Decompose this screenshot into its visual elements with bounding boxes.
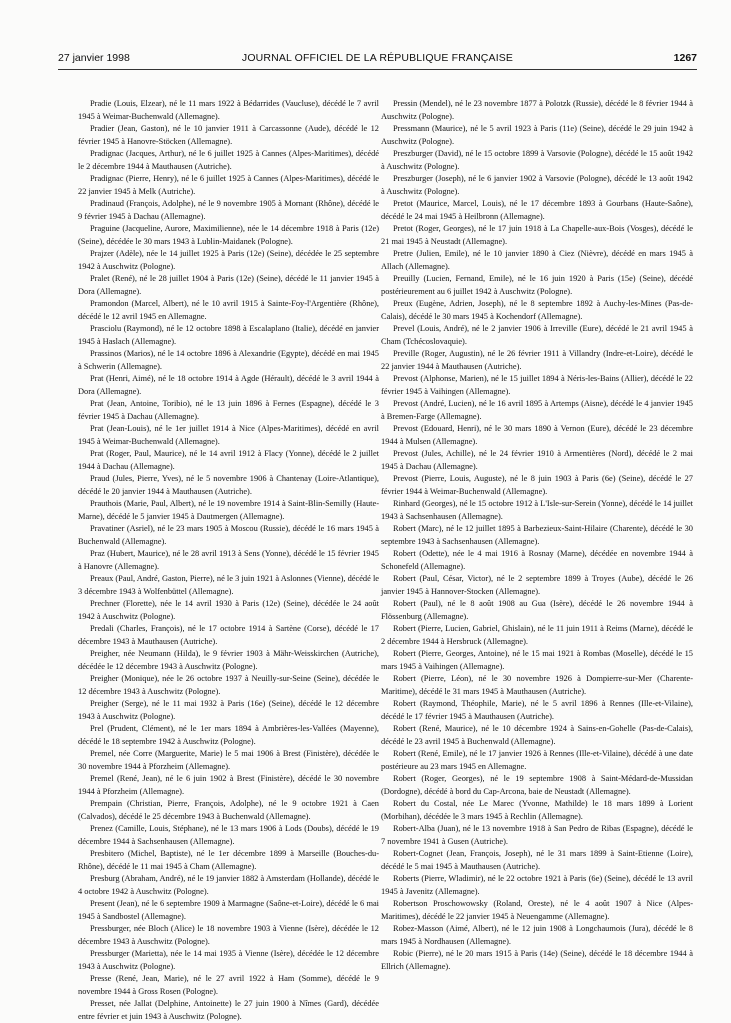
death-record-entry: Presset, née Jallat (Delphine, Antoinette) le 27 juin 1900 à Nîmes (Gard), décédée entre février et juin 1943 à Auschwitz (Pologne). bbox=[78, 999, 379, 1021]
death-record-entry: Pretre (Julien, Emile), né le 10 janvier 1890 à Ciez (Nièvre), décédé en mars 1945 à Allach (Allemagne). bbox=[381, 249, 693, 271]
death-record-entry: Robert (Pierre, Georges, Antoine), né le 15 mai 1921 à Rombas (Moselle), décédé le 15 mars 1945 à Vaihingen (Allemagne). bbox=[381, 649, 693, 671]
death-record-entry: Preigher, née Neumann (Hilda), le 9 février 1903 à Mähr-Weisskirchen (Autriche), décédée le 12 décembre 1943 à Auschwitz (Pologne). bbox=[78, 649, 379, 671]
death-record-entry: Rinhard (Georges), né le 15 octobre 1912 à L'Isle-sur-Serein (Yonne), décédé le 14 juillet 1943 à Sachsenhausen (Allemagne). bbox=[381, 499, 693, 521]
header-title: JOURNAL OFFICIEL DE LA RÉPUBLIQUE FRANÇAISE bbox=[241, 52, 514, 64]
death-record-entry: Pretot (Roger, Georges), né le 17 juin 1918 à La Chapelle-aux-Bois (Vosges), décédé le 21 mai 1945 à Neustadt (Allemagne). bbox=[381, 224, 693, 246]
death-record-entry: Robert-Alba (Juan), né le 13 novembre 1918 à San Pedro de Ribas (Espagne), décédé le 7 novembre 1941 à Gusen (Autriche). bbox=[381, 824, 693, 846]
death-record-entry: Preville (Roger, Augustin), né le 26 février 1911 à Villandry (Indre-et-Loire), décédé le 22 janvier 1944 à Mauthausen (Autriche). bbox=[381, 349, 693, 371]
death-record-entry: Robert du Costal, née Le Marec (Yvonne, Mathilde) le 18 mars 1899 à Lorient (Morbihan), décédée le 3 mars 1945 à Rechlin (Allemagne). bbox=[381, 799, 693, 821]
death-record-entry: Robert (Odette), née le 4 mai 1916 à Rosnay (Marne), décédée en novembre 1944 à Schonefeld (Allemagne). bbox=[381, 549, 693, 571]
death-record-entry: Premel (René, Jean), né le 6 juin 1902 à Brest (Finistère), décédé le 30 novembre 1944 à Pforzheim (Allemagne). bbox=[78, 774, 379, 796]
death-record-entry: Pramondon (Marcel, Albert), né le 10 avril 1915 à Sainte-Foy-l'Argentière (Rhône), décédé le 12 avril 1945 en Allemagne. bbox=[78, 299, 379, 321]
death-record-entry: Premel, née Corre (Marguerite, Marie) le 5 mai 1906 à Brest (Finistère), décédée le 30 novembre 1944 à Pforzheim (Allemagne). bbox=[78, 749, 379, 771]
death-record-entry: Prat (Roger, Paul, Maurice), né le 14 avril 1912 à Flacy (Yonne), décédé le 2 juillet 1944 à Dachau (Allemagne). bbox=[78, 449, 379, 471]
death-record-entry: Preux (Eugène, Adrien, Joseph), né le 8 septembre 1892 à Auchy-les-Mines (Pas-de-Calais), décédé le 30 mars 1945 à Kochendorf (Allemagne). bbox=[381, 299, 693, 321]
death-record-entry: Prempain (Christian, Pierre, François, Adolphe), né le 9 octobre 1921 à Caen (Calvados), décédé le 25 décembre 1943 à Buchenwald (Allemagne). bbox=[78, 799, 379, 821]
page-number: 1267 bbox=[673, 52, 697, 64]
death-record-entry: Robert (Paul, César, Victor), né le 2 septembre 1899 à Troyes (Aube), décédé le 26 janvier 1945 à Hannover-Stocken (Allemagne). bbox=[381, 574, 693, 596]
death-record-entry: Robert (René, Maurice), né le 10 décembre 1924 à Sains-en-Gohelle (Pas-de-Calais), décédé le 23 avril 1945 à Buchenwald (Allemagne). bbox=[381, 724, 693, 746]
death-record-entry: Prevel (Louis, André), né le 2 janvier 1906 à Irreville (Eure), décédé le 21 avril 1945 à Cham (Tchécoslovaquie). bbox=[381, 324, 693, 346]
death-record-entry: Prevost (Alphonse, Marien), né le 15 juillet 1894 à Néris-les-Bains (Allier), décédé le 22 février 1945 à Vaihingen (Allemagne). bbox=[381, 374, 693, 396]
death-record-entry: Preszburger (Joseph), né le 6 janvier 1902 à Varsovie (Pologne), décédé le 13 août 1942 à Auschwitz (Pologne). bbox=[381, 174, 693, 196]
death-record-entry: Presse (René, Jean, Marie), né le 27 avril 1922 à Ham (Somme), décédé le 9 novembre 1944 à Gross Rosen (Pologne). bbox=[78, 974, 379, 996]
death-record-entry: Prasciolu (Raymond), né le 12 octobre 1898 à Escalaplano (Italie), décédé en janvier 1945 à Haslach (Allemagne). bbox=[78, 324, 379, 346]
death-record-entry: Prechner (Florette), née le 14 avril 1930 à Paris (12e) (Seine), décédée le 24 août 1942 à Auschwitz (Pologne). bbox=[78, 599, 379, 621]
death-record-entry: Preigher (Serge), né le 11 mai 1932 à Paris (16e) (Seine), décédé le 12 décembre 1943 à Auschwitz (Pologne). bbox=[78, 699, 379, 721]
death-record-entry: Presbitero (Michel, Baptiste), né le 1er décembre 1899 à Marseille (Bouches-du-Rhône), décédé le 11 mai 1945 à Cham (Allemagne). bbox=[78, 849, 379, 871]
death-record-entry: Pressburger, née Bloch (Alice) le 18 novembre 1903 à Vienne (Isère), décédée le 12 décembre 1943 à Auschwitz (Pologne). bbox=[78, 924, 379, 946]
death-record-entry: Pradignac (Jacques, Arthur), né le 6 juillet 1925 à Cannes (Alpes-Maritimes), décédé le 2 décembre 1944 à Mauthausen (Autriche). bbox=[78, 149, 379, 171]
right-column bbox=[381, 98, 693, 973]
death-record-entry: Prenez (Camille, Louis, Stéphane), né le 13 mars 1906 à Lods (Doubs), décédé le 19 décembre 1944 à Sachsenhausen (Allemagne). bbox=[78, 824, 379, 846]
death-record-entry: Presburg (Abraham, André), né le 19 janvier 1882 à Amsterdam (Hollande), décédé le 4 octobre 1942 à Auschwitz (Pologne). bbox=[78, 874, 379, 896]
death-record-entry: Praguine (Jacqueline, Aurore, Maximilienne), née le 14 décembre 1918 à Paris (12e) (Seine), décédée le 30 mars 1943 à Lublin-Maidanek (Pologne). bbox=[78, 224, 379, 246]
death-record-entry: Robert (Raymond, Théophile, Marie), né le 5 avril 1896 à Rennes (Ille-et-Vilaine), décédé le 17 février 1945 à Mauthausen (Autriche). bbox=[381, 699, 693, 721]
death-record-entry: Prevost (Pierre, Louis, Auguste), né le 8 juin 1903 à Paris (6e) (Seine), décédé le 27 février 1944 à Weimar-Buchenwald (Allemagne). bbox=[381, 474, 693, 496]
death-record-entry: Robert (Paul), né le 8 août 1908 au Gua (Isère), décédé le 26 novembre 1944 à Flössenburg (Allemagne). bbox=[381, 599, 693, 621]
death-record-entry: Robez-Masson (Aimé, Albert), né le 12 juin 1908 à Longchaumois (Jura), décédé le 8 mars 1945 à Nordhausen (Allemagne). bbox=[381, 924, 693, 946]
death-record-entry: Preuilly (Lucien, Fernand, Emile), né le 16 juin 1920 à Paris (15e) (Seine), décédé postérieurement au 6 juillet 1942 à Auschwitz (Pologne). bbox=[381, 274, 693, 296]
death-record-entry: Prassinos (Marios), né le 14 octobre 1896 à Alexandrie (Egypte), décédé en mai 1945 à Schwerin (Allemagne). bbox=[78, 349, 379, 371]
death-record-entry: Prevost (Jules, Achille), né le 24 février 1910 à Armentières (Nord), décédé le 2 mai 1945 à Dachau (Allemagne). bbox=[381, 449, 693, 471]
death-record-entry: Pressmann (Maurice), né le 5 avril 1923 à Paris (11e) (Seine), décédé le 29 juin 1942 à Auschwitz (Pologne). bbox=[381, 124, 693, 146]
death-record-entry: Pralet (René), né le 28 juillet 1904 à Paris (12e) (Seine), décédé le 11 janvier 1945 à Dora (Allemagne). bbox=[78, 274, 379, 296]
death-record-entry: Pravatiner (Asriel), né le 23 mars 1905 à Moscou (Russie), décédé le 16 mars 1945 à Buchenwald (Allemagne). bbox=[78, 524, 379, 546]
death-record-entry: Robert (Pierre, Lucien, Gabriel, Ghislain), né le 11 juin 1911 à Reims (Marne), décédé le 2 décembre 1944 à Hersbruck (Allemagne). bbox=[381, 624, 693, 646]
death-record-entry: Robert (Pierre, Léon), né le 30 novembre 1926 à Dompierre-sur-Mer (Charente-Maritime), décédé le 31 mars 1945 à Mauthausen (Autriche). bbox=[381, 674, 693, 696]
death-record-entry: Robert (Marc), né le 12 juillet 1895 à Barbezieux-Saint-Hilaire (Charente), décédé le 30 septembre 1943 à Sachsenhausen (Allemagne). bbox=[381, 524, 693, 546]
death-record-entry: Pradier (Jean, Gaston), né le 10 janvier 1911 à Carcassonne (Aude), décédé le 12 février 1945 à Hanovre-Stöcken (Allemagne). bbox=[78, 124, 379, 146]
page-header bbox=[58, 52, 697, 68]
death-record-entry: Pressburger (Marietta), née le 14 mai 1935 à Vienne (Isère), décédée le 12 décembre 1943 à Auschwitz (Pologne). bbox=[78, 949, 379, 971]
death-record-entry: Preaux (Paul, André, Gaston, Pierre), né le 3 juin 1921 à Aslonnes (Vienne), décédé le 3 décembre 1943 à Wolfenbüttel (Allemagne). bbox=[78, 574, 379, 596]
death-record-entry: Prevost (Edouard, Henri), né le 30 mars 1890 à Vernon (Eure), décédé le 23 décembre 1944 à Mulsen (Allemagne). bbox=[381, 424, 693, 446]
death-record-entry: Preigher (Monique), née le 26 octobre 1937 à Neuilly-sur-Seine (Seine), décédée le 12 décembre 1943 à Auschwitz (Pologne). bbox=[78, 674, 379, 696]
death-record-entry: Robert-Cognet (Jean, François, Joseph), né le 31 mars 1899 à Saint-Etienne (Loire), décédé le 5 mai 1945 à Mauthausen (Autriche). bbox=[381, 849, 693, 871]
death-record-entry: Roberts (Pierre, Wladimir), né le 22 octobre 1921 à Paris (6e) (Seine), décédé le 13 avril 1945 à Javenitz (Allemagne). bbox=[381, 874, 693, 896]
death-record-entry: Prat (Jean-Louis), né le 1er juillet 1914 à Nice (Alpes-Maritimes), décédé en avril 1945 à Weimar-Buchenwald (Allemagne). bbox=[78, 424, 379, 446]
death-record-entry: Robert (René, Emile), né le 17 janvier 1926 à Rennes (Ille-et-Vilaine), décédé à une date postérieure au 23 mars 1945 en Allemagne. bbox=[381, 749, 693, 771]
left-column bbox=[78, 98, 379, 1023]
death-record-entry: Praz (Hubert, Maurice), né le 28 avril 1913 à Sens (Yonne), décédé le 15 février 1945 à Hanovre (Allemagne). bbox=[78, 549, 379, 571]
death-record-entry: Pradie (Louis, Elzear), né le 11 mars 1922 à Bédarrides (Vaucluse), décédé le 7 avril 1945 à Weimar-Buchenwald (Allemagne). bbox=[78, 99, 379, 121]
death-record-entry: Pradinaud (François, Adolphe), né le 9 novembre 1905 à Mornant (Rhône), décédé le 9 février 1945 à Dachau (Allemagne). bbox=[78, 199, 379, 221]
death-record-entry: Prauthois (Marie, Paul, Albert), né le 19 novembre 1914 à Saint-Blin-Semilly (Haute-Marne), décédé le 5 janvier 1945 à Dautmergen (Allemagne). bbox=[78, 499, 379, 521]
death-record-entry: Robertson Proschowowsky (Roland, Oreste), né le 4 août 1907 à Nice (Alpes-Maritimes), décédé le 22 janvier 1945 à Neuengamme (Allemagne). bbox=[381, 899, 693, 921]
death-record-entry: Prajzer (Adèle), née le 14 juillet 1925 à Paris (12e) (Seine), décédée le 25 septembre 1942 à Auschwitz (Pologne). bbox=[78, 249, 379, 271]
death-record-entry: Prel (Prudent, Clément), né le 1er mars 1894 à Ambrières-les-Vallées (Mayenne), décédé le 18 septembre 1942 à Auschwitz (Pologne). bbox=[78, 724, 379, 746]
death-record-entry: Pradignac (Pierre, Henry), né le 6 juillet 1925 à Cannes (Alpes-Maritimes), décédé le 22 janvier 1945 à Melk (Autriche). bbox=[78, 174, 379, 196]
death-record-entry: Robert (Roger, Georges), né le 19 septembre 1908 à Saint-Médard-de-Mussidan (Dordogne), décédé à bord du Cap-Arcona, baie de Neustadt (Allemagne). bbox=[381, 774, 693, 796]
death-record-entry: Present (Jean), né le 6 septembre 1909 à Marmagne (Saône-et-Loire), décédé le 6 mai 1945 à Sandbostel (Allemagne). bbox=[78, 899, 379, 921]
death-record-entry: Prat (Jean, Antoine, Toribio), né le 13 juin 1896 à Fernes (Espagne), décédé le 3 février 1945 à Dachau (Allemagne). bbox=[78, 399, 379, 421]
death-record-entry: Praud (Jules, Pierre, Yves), né le 5 novembre 1906 à Chantenay (Loire-Atlantique), décédé le 20 janvier 1944 à Mauthausen (Autriche). bbox=[78, 474, 379, 496]
death-record-entry: Pressin (Mendel), né le 23 novembre 1877 à Polotzk (Russie), décédé le 8 février 1944 à Auschwitz (Pologne). bbox=[381, 99, 693, 121]
death-record-entry: Predali (Charles, François), né le 17 octobre 1914 à Sartène (Corse), décédé le 17 décembre 1943 à Mauthausen (Autriche). bbox=[78, 624, 379, 646]
death-record-entry: Preszburger (David), né le 15 octobre 1899 à Varsovie (Pologne), décédé le 15 août 1942 à Auschwitz (Pologne). bbox=[381, 149, 693, 171]
death-record-entry: Pretot (Maurice, Marcel, Louis), né le 17 décembre 1893 à Gourbans (Haute-Saône), décédé le 24 mai 1945 à Heilbronn (Allemagne). bbox=[381, 199, 693, 221]
header-date: 27 janvier 1998 bbox=[58, 52, 130, 64]
death-record-entry: Robic (Pierre), né le 20 mars 1915 à Paris (14e) (Seine), décédé le 18 décembre 1944 à Ellrich (Allemagne). bbox=[381, 949, 693, 971]
death-record-entry: Prat (Henri, Aimé), né le 18 octobre 1914 à Agde (Hérault), décédé le 3 avril 1944 à Dora (Allemagne). bbox=[78, 374, 379, 396]
death-record-entry: Prevost (André, Lucien), né le 16 avril 1895 à Artemps (Aisne), décédé le 4 janvier 1945 à Bremen-Farge (Allemagne). bbox=[381, 399, 693, 421]
header-rule bbox=[58, 69, 697, 70]
